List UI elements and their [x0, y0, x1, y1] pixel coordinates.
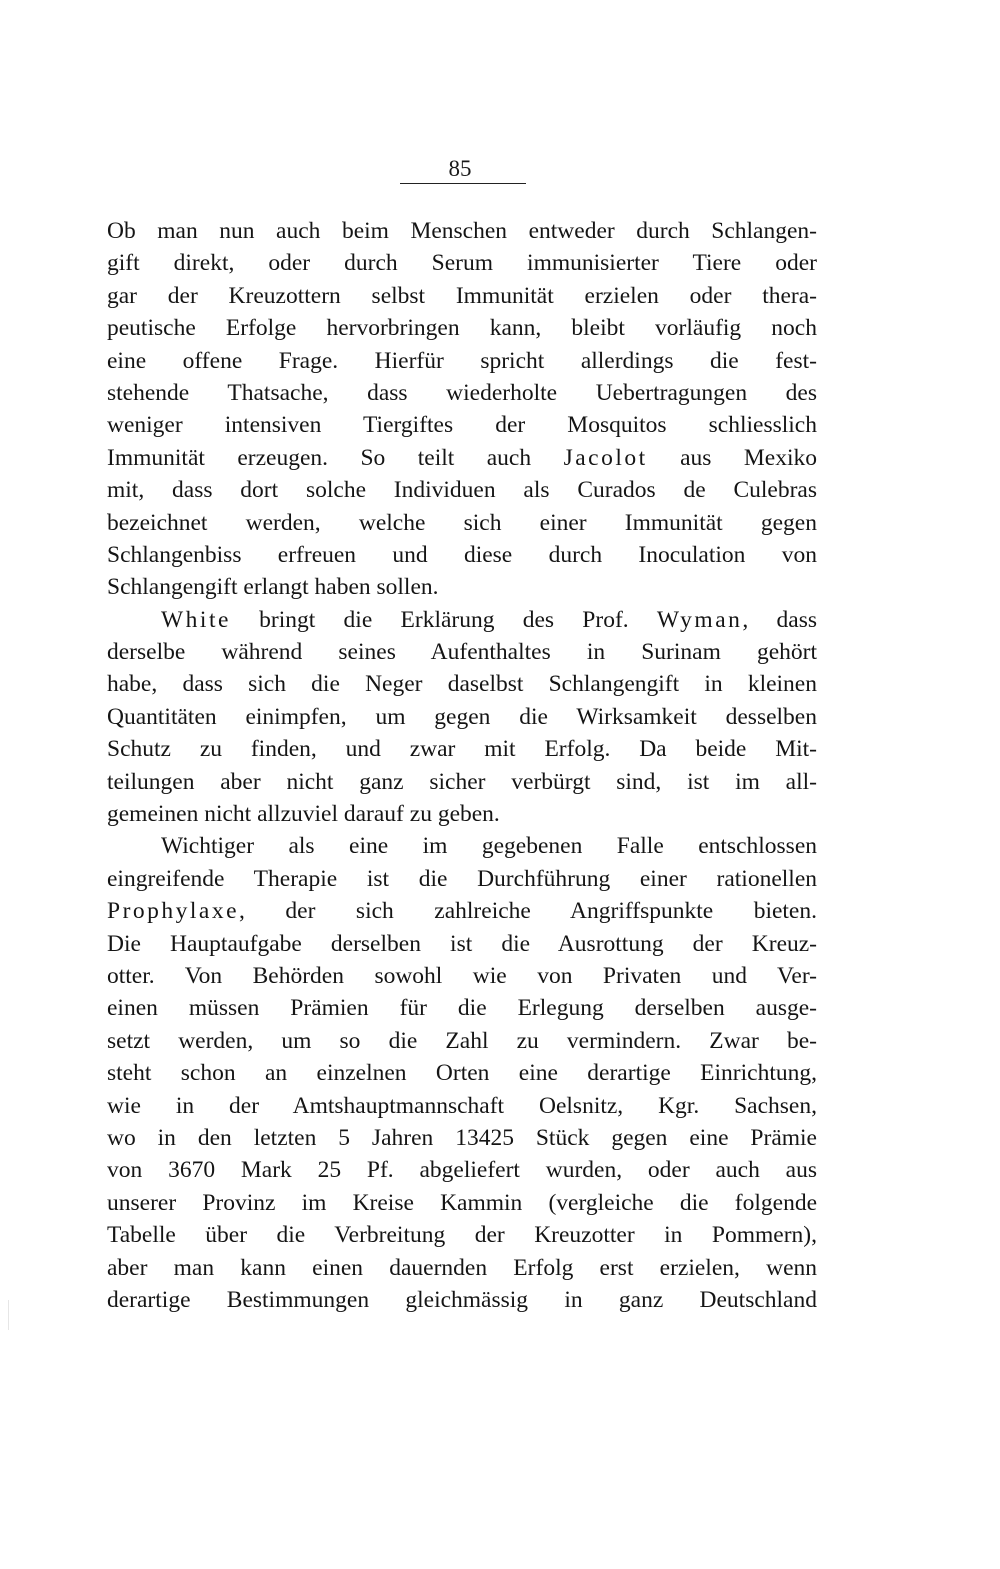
text-segment: derselbe während seines Aufenthaltes in Surinam gehört — [107, 639, 817, 666]
text-segment: peutische Erfolge hervorbringen kann, bleibt vorläufig noch — [107, 315, 817, 342]
text-segment: aber man kann einen dauernden Erfolg erst erzielen, wenn — [107, 1254, 817, 1281]
text-segment: eingreifende Therapie ist die Durchführung einer rationellen — [107, 865, 817, 892]
text-line — [107, 1122, 817, 1154]
text-line — [107, 345, 817, 377]
text-segment: gift direkt, oder durch Serum immunisierter Tiere oder — [107, 250, 817, 277]
text-line — [107, 409, 817, 441]
text-segment: teilungen aber nicht ganz sicher verbürgt sind, ist im all- — [107, 768, 817, 795]
text-line — [107, 571, 817, 603]
text-segment: bringt die Erklärung des Prof. — [230, 606, 657, 633]
page-number-rule — [400, 183, 526, 184]
text-line — [107, 701, 817, 733]
text-line — [107, 474, 817, 506]
spaced-name: White — [161, 606, 231, 633]
text-line — [107, 280, 817, 312]
spaced-name: Wyman — [656, 606, 743, 633]
text-segment: eine offene Frage. Hierfür spricht allerdings die fest- — [107, 347, 817, 374]
text-line — [107, 507, 817, 539]
spaced-name: Prophylaxe — [107, 898, 240, 925]
text-line — [107, 1057, 817, 1089]
text-line — [107, 1025, 817, 1057]
text-line — [107, 863, 817, 895]
text-segment: steht schon an einzelnen Orten eine derartige Einrichtung, — [107, 1060, 817, 1087]
text-line — [107, 798, 817, 830]
text-line — [107, 895, 817, 927]
text-segment: einen müssen Prämien für die Erlegung derselben ausge- — [107, 995, 817, 1022]
text-segment: Die Hauptaufgabe derselben ist die Ausrottung der Kreuz- — [107, 930, 817, 957]
text-line — [107, 733, 817, 765]
text-segment: stehende Thatsache, dass wiederholte Uebertragungen des — [107, 379, 817, 406]
text-segment: , dass — [742, 606, 817, 633]
body-text — [107, 215, 817, 1316]
text-segment: otter. Von Behörden sowohl wie von Privaten und Ver- — [107, 962, 817, 989]
text-line — [107, 539, 817, 571]
text-line — [107, 830, 817, 862]
text-line — [107, 604, 817, 636]
text-line — [107, 442, 817, 474]
scan-edge-mark — [8, 1300, 9, 1330]
text-segment: unserer Provinz im Kreise Kammin (vergleiche die folgende — [107, 1189, 817, 1216]
spaced-name: Jacolot — [563, 444, 648, 471]
text-line — [107, 1284, 817, 1316]
text-segment: Ob man nun auch beim Menschen entweder durch Schlangen- — [107, 218, 817, 244]
text-line — [107, 247, 817, 279]
text-segment: derartige Bestimmungen gleichmässig in ganz Deutschland — [107, 1286, 817, 1313]
text-line — [107, 1090, 817, 1122]
text-segment: aus Mexiko — [647, 444, 817, 471]
text-segment: Schutz zu finden, und zwar mit Erfolg. Da beide Mit- — [107, 736, 817, 763]
text-line — [107, 992, 817, 1024]
text-line — [107, 766, 817, 798]
text-segment: weniger intensiven Tiergiftes der Mosquitos schliesslich — [107, 412, 817, 439]
text-segment: wie in der Amtshauptmannschaft Oelsnitz, Kgr. Sachsen, — [107, 1092, 817, 1119]
text-segment: habe, dass sich die Neger daselbst Schlangengift in kleinen — [107, 671, 817, 698]
text-segment: setzt werden, um so die Zahl zu vermindern. Zwar be- — [107, 1027, 817, 1054]
text-segment: mit, dass dort solche Individuen als Curados de Culebras — [107, 477, 817, 504]
text-segment: wo in den letzten 5 Jahren 13425 Stück gegen eine Prämie — [107, 1124, 817, 1151]
text-line — [107, 636, 817, 668]
text-line — [107, 1219, 817, 1251]
text-line — [107, 668, 817, 700]
text-line — [107, 215, 817, 247]
text-line — [107, 1252, 817, 1284]
text-segment: Schlangengift erlangt haben sollen. — [107, 574, 439, 601]
text-segment: Tabelle über die Verbreitung der Kreuzotter in Pommern), — [107, 1222, 817, 1249]
text-line — [107, 1187, 817, 1219]
text-line — [107, 960, 817, 992]
text-segment: bezeichnet werden, welche sich einer Immunität gegen — [107, 509, 817, 536]
text-line — [107, 312, 817, 344]
text-segment: gar der Kreuzottern selbst Immunität erzielen oder thera- — [107, 282, 817, 309]
text-segment: von 3670 Mark 25 Pf. abgeliefert wurden, oder auch aus — [107, 1157, 817, 1184]
text-segment: Quantitäten einimpfen, um gegen die Wirksamkeit desselben — [107, 703, 817, 730]
text-line — [107, 928, 817, 960]
text-segment: Immunität erzeugen. So teilt auch — [107, 444, 564, 471]
text-segment: , der sich zahlreiche Angriffspunkte bieten. — [239, 898, 817, 925]
text-segment: Wichtiger als eine im gegebenen Falle entschlossen — [161, 833, 817, 860]
text-segment: Schlangenbiss erfreuen und diese durch Inoculation von — [107, 541, 817, 568]
page-number: 85 — [448, 156, 472, 181]
text-line — [107, 1154, 817, 1186]
text-segment: gemeinen nicht allzuviel darauf zu geben. — [107, 801, 500, 828]
text-line — [107, 377, 817, 409]
